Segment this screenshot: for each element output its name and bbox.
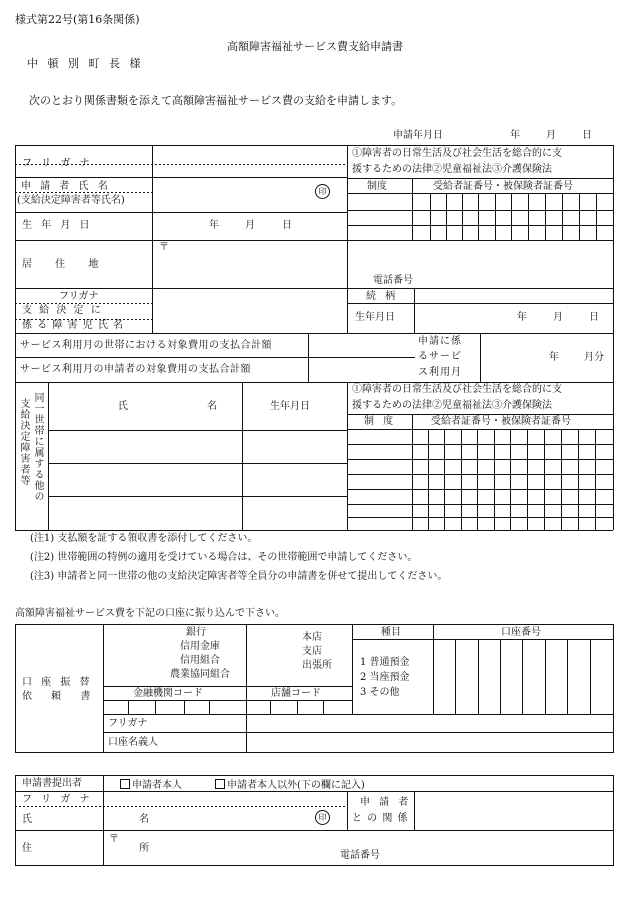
date-unit-year: 年 [510,130,520,141]
inst-type-shinkin: 信用金庫 [180,641,220,652]
checkbox-self[interactable] [120,779,130,789]
child-furigana-label: フリガナ [59,291,99,302]
household-side-label-b: 同一世帯に属する他の [32,392,43,502]
submitter-option-self-label: 申請者本人 [132,780,182,791]
child-name-label-2: 係 る 障 害 児 氏 名 [22,320,125,331]
account-type-other: 3 その他 [360,687,400,698]
inst-type-nokyo: 農業協同組合 [170,669,230,680]
bank-intro: 高額障害福祉サービス費を下記の口座に振り込んで下さい。 [15,608,285,619]
account-number-header: 口座番号 [501,627,541,638]
submitter-furigana-label: フ リ ガ ナ [22,794,93,805]
intro-text: 次のとおり関係書類を添えて高額障害福祉サービス費の支給を申請します。 [29,94,403,107]
child-birth-unit-day: 日 [589,312,599,323]
inst-type-shinkumi: 信用組合 [180,655,220,666]
form-number: 様式第22号(第16条関係) [15,13,140,26]
household-system-header: 制 度 [364,416,397,427]
date-unit-day: 日 [582,130,592,141]
furigana-label: フ リ ガ ナ [22,158,93,169]
holder-furigana-label: フリガナ [108,718,148,729]
birth-unit-year: 年 [209,220,219,231]
birth-unit-day: 日 [282,220,292,231]
submitter-address-label: 住 所 [22,843,202,854]
bank-section-label-2: 依 頼 書 [22,691,99,702]
branch-type-main: 本店 [302,632,322,643]
service-month-unit-month: 月分 [584,352,604,363]
date-unit-month: 月 [546,130,556,141]
submitter-option-other[interactable] [215,779,365,791]
service-month-label-2: るサービ [418,351,462,362]
household-law-text-2: 援するための法律②児童福祉法③介護保険法 [352,400,552,411]
child-birth-unit-month: 月 [553,312,563,323]
submitter-label: 申請書提出者 [22,778,82,789]
note-2: (注2) 世帯範囲の特例の適用を受けている場合は、その世帯範囲で申請してください。 [30,552,418,563]
household-law-text-1: ①障害者の日常生活及び社会生活を総合的に支 [352,384,562,395]
bank-code-label: 金融機関コード [133,688,203,699]
law-text-1: ①障害者の日常生活及び社会生活を総合的に支 [352,148,562,159]
applicant-total-label: サービス利用月の申請者の対象費用の支払合計額 [20,364,251,375]
account-holder-label: 口座名義人 [108,737,158,748]
service-month-unit-year: 年 [549,352,559,363]
system-header: 制度 [367,181,387,192]
inst-type-bank: 銀行 [186,627,206,638]
account-type-ordinary: 1 普通預金 [360,657,410,668]
cert-number-header: 受給者証番号・被保険者証番号 [433,181,573,192]
submitter-name-label: 氏 名 [22,814,202,825]
applicant-name-sublabel: (支給決定障害者等氏名) [17,195,125,206]
phone-label: 電話番号 [373,275,413,286]
child-name-label-1: 支 給 決 定 に [22,305,103,316]
form-title: 高額障害福祉サービス費支給申請書 [227,40,403,53]
submitter-postal-mark: 〒 [109,834,119,845]
branch-code-label: 店舗コード [271,688,321,699]
seal-mark: 印 [315,184,330,199]
member-birth-header: 生年月日 [270,401,310,412]
branch-type-branch: 支店 [302,646,322,657]
submitter-option-other-label: 申請者本人以外(下の欄に記入) [227,780,365,791]
child-birth-unit-year: 年 [517,312,527,323]
branch-type-office: 出張所 [302,660,332,671]
postal-mark: 〒 [159,242,169,253]
submitter-option-self[interactable] [120,779,182,791]
note-3: (注3) 申請者と同一世帯の他の支給決定障害者等全員分の申請書を併せて提出してください。 [30,571,448,582]
relation-to-applicant-label-1: 申 請 者 [360,797,412,808]
address-label: 居 住 地 [22,259,109,270]
note-1: (注1) 支払額を証する領収書を添付してください。 [30,533,258,544]
birth-date-label: 生 年 月 日 [22,220,93,231]
birth-unit-month: 月 [245,220,255,231]
service-month-label-1: 申請に係 [418,336,462,347]
bank-section-label-1: 口 座 振 替 [22,677,93,688]
child-birth-label: 生年月日 [355,312,395,323]
law-text-2: 援するための法律②児童福祉法③介護保険法 [352,164,552,175]
application-date-label: 申請年月日 [393,130,443,141]
household-cert-header: 受給者証番号・被保険者証番号 [431,416,571,427]
relation-to-applicant-label-2: と の 関 係 [352,813,409,824]
service-month-label-3: ス利用月 [418,367,462,378]
household-total-label: サービス利用月の世帯における対象費用の支払合計額 [20,340,272,351]
submitter-phone-label: 電話番号 [340,850,380,861]
member-name-header: 氏 名 [118,401,256,412]
addressee: 中 頓 別 町 長 様 [27,57,144,70]
applicant-name-label: 申 請 者 氏 名 [21,181,111,192]
relation-label: 続 柄 [366,291,399,302]
household-side-label-a: 支給決定障害者等 [18,398,29,486]
account-type-header: 種目 [381,627,401,638]
checkbox-other[interactable] [215,779,225,789]
submitter-seal-mark: 印 [315,810,330,825]
account-type-current: 2 当座預金 [360,672,410,683]
